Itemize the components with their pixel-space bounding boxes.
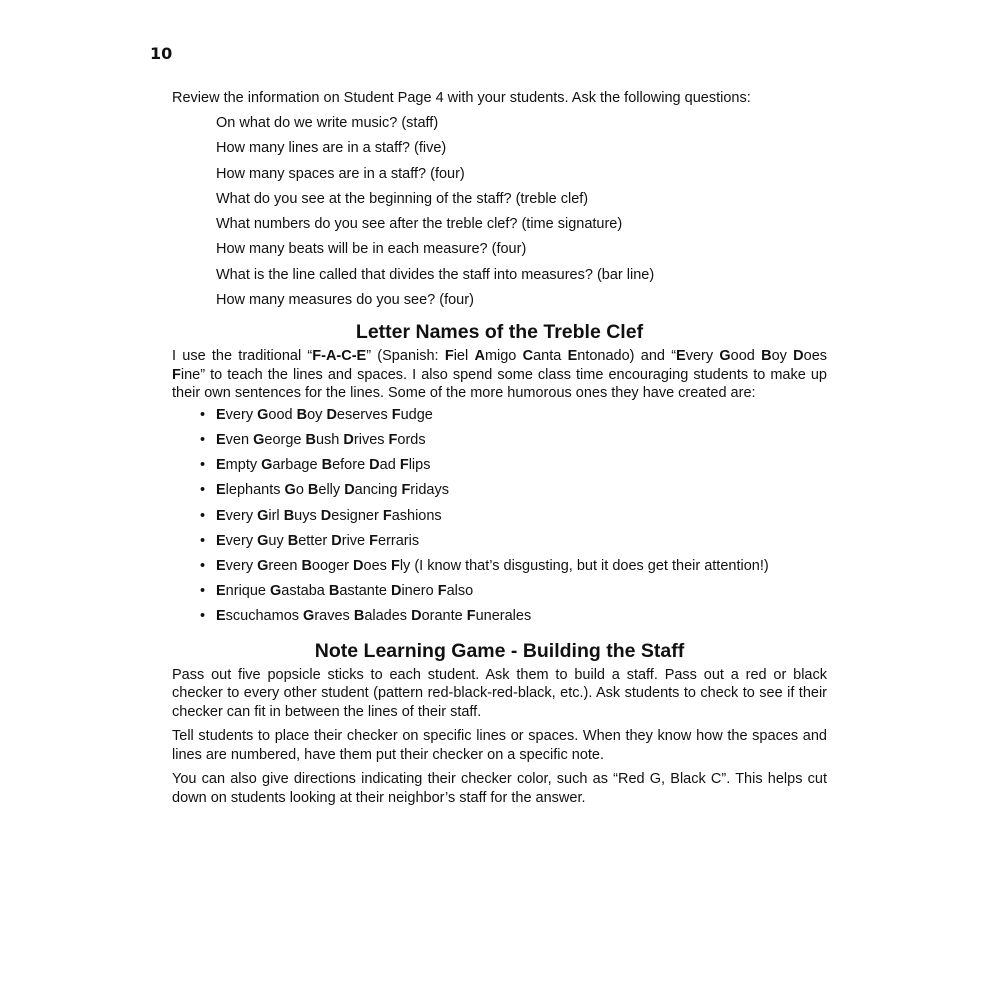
text-run: scuchamos <box>225 608 304 625</box>
bullet-icon: • <box>200 532 206 549</box>
bold-letter: F <box>444 348 454 365</box>
treble-clef-paragraph <box>172 347 827 403</box>
bold-letter: F <box>172 366 181 383</box>
text-run: efore <box>332 457 370 474</box>
bold-letter: B <box>328 583 340 600</box>
bold-letter: E <box>216 406 226 423</box>
text-run: uy <box>268 532 288 549</box>
bold-letter: G <box>719 348 731 365</box>
text-run: ly (I know that’s disgusting, but it does get their attention!) <box>399 558 769 574</box>
bullet-icon: • <box>200 406 206 423</box>
text-run: eserves <box>336 406 392 423</box>
section-heading-note-game: Note Learning Game - Building the Staff <box>314 639 685 662</box>
bullet-icon: • <box>200 457 206 474</box>
bold-letter: D <box>320 507 332 524</box>
text-run: erraris <box>378 532 420 549</box>
bold-letter: F <box>399 457 409 474</box>
text-run: very <box>225 406 258 423</box>
text-run: astante <box>339 583 391 600</box>
text-run: uys <box>294 507 321 524</box>
note-game-paragraph: Pass out five popsicle sticks to each student. Ask them to build a staff. Pass out a red or black checker to every other student (pattern red-black-red-black, etc.). Ask students to check to see if their checker can fit in between the lines of their staff. <box>172 666 827 720</box>
question-item: How many spaces are in a staff? (four) <box>216 165 465 182</box>
bold-letter: B <box>283 507 295 524</box>
text-run: reen <box>268 558 302 574</box>
question-item: What is the line called that divides the staff into measures? (bar line) <box>216 266 655 283</box>
text-run: eorge <box>264 432 306 449</box>
text-run: migo <box>484 348 523 365</box>
text-run: udge <box>400 406 433 423</box>
text-run: etter <box>298 532 332 549</box>
bold-letter: E <box>216 558 226 574</box>
bold-letter: D <box>331 532 342 549</box>
bold-letter: E <box>216 457 226 474</box>
bold-letter: A <box>474 348 485 365</box>
bold-letter: E <box>676 348 686 365</box>
text-run: oy <box>307 406 327 423</box>
text-run: astaba <box>281 583 329 600</box>
text-run: elly <box>318 482 345 499</box>
bold-letter: E <box>216 583 226 600</box>
text-run: oes <box>803 348 828 365</box>
bold-letter: D <box>344 482 355 499</box>
text-run: inero <box>401 583 438 600</box>
note-game-paragraph: You can also give directions indicating their checker color, such as “Red G, Black C”. This helps cut down on students looking at their neighbor’s staff for the answer. <box>172 771 827 806</box>
text-run: anta <box>533 348 568 365</box>
question-item: What numbers do you see after the treble clef? (time signature) <box>216 216 623 233</box>
text-run: ood <box>730 348 762 365</box>
text-run: very <box>225 558 258 574</box>
bold-letter: B <box>305 432 316 449</box>
text-run: ords <box>397 432 426 449</box>
bold-letter: D <box>353 558 364 574</box>
mnemonic-item <box>200 506 827 531</box>
text-run: ad <box>379 457 400 474</box>
bold-letter: F <box>369 532 378 549</box>
bullet-icon: • <box>200 507 206 524</box>
text-run: very <box>685 348 720 365</box>
page-content <box>172 88 827 807</box>
note-game-paragraph: Tell students to place their checker on specific lines or spaces. When they know how the spaces and lines are numbered, have them put their checker on a specific note. <box>172 728 827 763</box>
mnemonic-item <box>200 531 827 556</box>
text-run: o <box>295 482 308 499</box>
bold-letter: G <box>270 583 282 600</box>
text-run: very <box>225 507 258 524</box>
bold-letter: G <box>303 608 315 625</box>
text-run: ancing <box>354 482 402 499</box>
text-run: raves <box>314 608 354 625</box>
text-run: rive <box>341 532 370 549</box>
bold-letter: F <box>466 608 476 625</box>
bold-letter: D <box>411 608 422 625</box>
bold-letter: G <box>261 457 273 474</box>
question-item: What do you see at the beginning of the staff? (treble clef) <box>216 190 589 207</box>
text-run: ood <box>268 406 297 423</box>
mnemonic-list <box>172 405 827 632</box>
text-run: ntonado) and “ <box>577 348 677 365</box>
text-run: ” (Spanish: <box>366 348 445 365</box>
text-run: oes <box>363 558 391 574</box>
mnemonic-item <box>200 405 827 430</box>
question-item: How many lines are in a staff? (five) <box>216 140 447 157</box>
bullet-icon: • <box>200 558 206 574</box>
question-item: How many beats will be in each measure? (four) <box>216 241 527 258</box>
text-run: also <box>446 583 474 600</box>
text-run: lephants <box>225 482 285 499</box>
bold-letter: D <box>326 406 337 423</box>
text-run: mpty <box>225 457 262 474</box>
bold-letter: D <box>793 348 804 365</box>
bullet-icon: • <box>200 482 206 499</box>
bold-letter: F <box>388 432 398 449</box>
bold-letter: E <box>216 608 226 625</box>
bold-letter: B <box>301 558 312 574</box>
text-run: unerales <box>475 608 532 625</box>
mnemonic-item <box>200 455 827 480</box>
text-run: I use the traditional “ <box>172 348 313 365</box>
text-run: alades <box>364 608 412 625</box>
mnemonic-item <box>200 430 827 455</box>
text-run: ven <box>225 432 254 449</box>
text-run: ine” to teach the lines and spaces. I also spend some class time encouraging students to make up their own sentences for the lines. Some of the more humorous ones they have created are: <box>172 366 827 402</box>
bold-letter: B <box>296 406 308 423</box>
bold-letter: E <box>216 507 226 524</box>
mnemonic-item <box>200 480 827 505</box>
bold-letter: D <box>343 432 354 449</box>
bold-letter: C <box>522 348 534 365</box>
bold-letter: G <box>257 558 269 574</box>
bold-letter: F <box>401 482 411 499</box>
bold-letter: E <box>216 482 226 499</box>
bold-letter: F <box>382 507 392 524</box>
text-run: very <box>225 532 258 549</box>
text-run: irl <box>268 507 284 524</box>
text-run: oy <box>771 348 794 365</box>
bold-letter: F <box>390 558 400 574</box>
bold-letter: D <box>390 583 402 600</box>
bold-letter: F <box>437 583 447 600</box>
bold-letter: G <box>257 507 269 524</box>
bold-letter: B <box>321 457 333 474</box>
intro-text: Review the information on Student Page 4 with your students. Ask the following questions: <box>172 90 751 106</box>
bold-letter: G <box>284 482 296 499</box>
bold-letter: E <box>567 348 578 365</box>
bold-letter: B <box>307 482 319 499</box>
bold-letter: D <box>369 457 380 474</box>
text-run: arbage <box>272 457 322 474</box>
text-run: rives <box>353 432 389 449</box>
bold-letter: B <box>353 608 365 625</box>
text-run: ooger <box>311 558 354 574</box>
mnemonic-item <box>200 581 827 606</box>
text-run: esigner <box>331 507 383 524</box>
bullet-icon: • <box>200 608 206 625</box>
bold-letter: B <box>761 348 772 365</box>
question-list <box>172 113 827 315</box>
question-item: On what do we write music? (staff) <box>216 115 439 131</box>
text-run: ridays <box>410 482 449 499</box>
bold-letter: E <box>216 532 226 549</box>
question-item: How many measures do you see? (four) <box>216 292 474 309</box>
mnemonic-item <box>200 556 827 581</box>
bold-letter: F <box>391 406 401 423</box>
bold-letter: B <box>287 532 299 549</box>
mnemonic-item <box>200 606 827 631</box>
bold-letter: G <box>253 432 265 449</box>
bold-letter: G <box>257 532 269 549</box>
text-run: lips <box>408 457 431 474</box>
bullet-icon: • <box>200 432 206 449</box>
text-run: iel <box>453 348 475 365</box>
page-number: 10 <box>150 44 173 63</box>
bold-letter: E <box>216 432 226 449</box>
text-run: ush <box>315 432 344 449</box>
bold-letter: G <box>257 406 269 423</box>
text-run: orante <box>421 608 467 625</box>
bullet-icon: • <box>200 583 206 600</box>
text-run: nrique <box>225 583 271 600</box>
section-heading-treble-clef: Letter Names of the Treble Clef <box>355 321 644 344</box>
text-run: ashions <box>391 507 442 524</box>
bold-letter: F-A-C-E <box>312 348 367 365</box>
